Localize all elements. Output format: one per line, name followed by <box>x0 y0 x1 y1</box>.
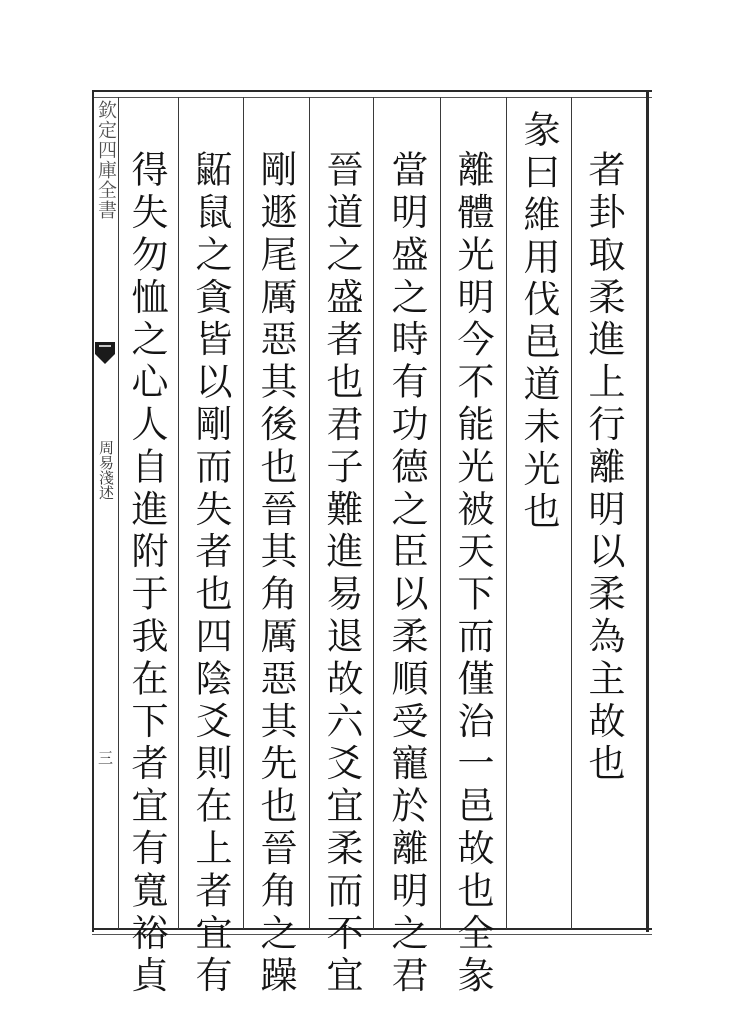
fish-tail-ornament-icon <box>94 340 116 366</box>
column-rule <box>440 97 441 929</box>
column-rule <box>373 97 374 929</box>
margin-page-number: 三 <box>96 750 114 765</box>
text-column-5: 晉道之盛者也君子難進易退故六爻宜柔而不宜 <box>320 150 363 998</box>
text-column-8: 得失勿恤之心人自進附于我在下者宜有寬裕貞 <box>125 150 168 998</box>
page-margin-strip <box>94 98 118 928</box>
text-column-3: 離體光明今不能光被天下而僅治一邑故也全彖 <box>451 150 494 998</box>
column-rule <box>571 97 572 929</box>
frame-right-line <box>646 90 649 932</box>
margin-book-name: 周易淺述 <box>97 440 115 500</box>
frame-top-inner-line <box>92 97 652 98</box>
frame-top-line <box>92 90 652 92</box>
text-column-1: 者卦取柔進上行離明以柔為主故也 <box>582 150 625 786</box>
margin-collection-title: 欽定四庫全書 <box>95 100 117 220</box>
text-column-2: 彖曰維用伐邑道未光也 <box>517 110 560 534</box>
frame-bottom-inner-line <box>92 934 652 935</box>
column-rule <box>118 97 119 929</box>
column-rule <box>178 97 179 929</box>
text-column-6: 剛遯尾厲惡其後也晉其角厲惡其先也晉角之躁 <box>254 150 297 998</box>
column-rule <box>243 97 244 929</box>
text-column-4: 當明盛之時有功德之臣以柔順受寵於離明之君 <box>385 150 428 998</box>
column-rule <box>506 97 507 929</box>
text-column-7: 鼫鼠之貪皆以剛而失者也四陰爻則在上者宜有 <box>189 150 232 998</box>
column-rule <box>309 97 310 929</box>
frame-bottom-line <box>92 928 652 930</box>
